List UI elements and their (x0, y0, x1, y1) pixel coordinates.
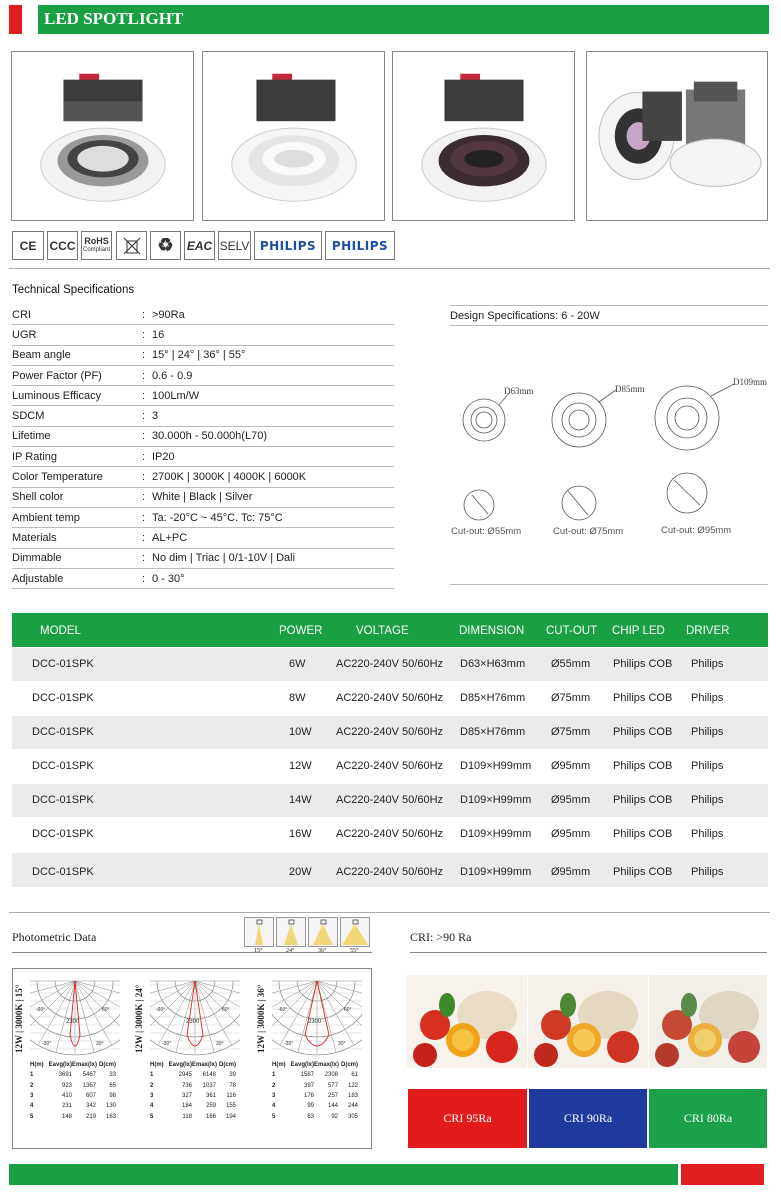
table-cell: 3 (30, 1093, 34, 1100)
spec-colon: : (142, 410, 146, 423)
table-cell: 607 (85, 1093, 96, 1100)
table-cell: 327 (181, 1093, 192, 1100)
table-cell: 163 (105, 1113, 116, 1120)
footer-bar (9, 1164, 678, 1185)
table-cell: AC220-240V 50/60Hz (336, 658, 444, 670)
divider (9, 912, 770, 913)
diagram-label: 12W | 3000K | 36° (256, 984, 266, 1053)
spec-key: IP Rating (12, 450, 58, 463)
table-cell: AC220-240V 50/60Hz (336, 760, 444, 772)
table-cell: 2 (30, 1082, 34, 1089)
divider (410, 952, 767, 953)
svg-text:-60°: -60° (278, 1007, 288, 1013)
spec-row (12, 407, 394, 427)
table-cell: 5467 (82, 1072, 96, 1079)
table-cell: 361 (205, 1093, 216, 1100)
table-cell: Philips (691, 658, 724, 670)
model-table-header (12, 613, 768, 647)
cri-90-box: CRI 90Ra (529, 1089, 647, 1148)
spec-key: Color Temperature (12, 471, 103, 484)
table-cell: Ø95mm (551, 794, 591, 806)
table-row (150, 1091, 236, 1101)
spec-value: >90Ra (152, 308, 185, 321)
cri-80-box: CRI 80Ra (649, 1089, 767, 1148)
col-model: MODEL (40, 625, 81, 637)
spec-colon: : (142, 328, 146, 341)
table-cell: 5 (272, 1113, 276, 1120)
dim-label: D109mm (733, 377, 768, 387)
table-row (30, 1091, 116, 1101)
table-header-cell: Eavg(lx) (168, 1062, 192, 1069)
table-header-cell: H(m) (150, 1062, 164, 1069)
table-header-cell: Emax(lx) (314, 1062, 340, 1069)
table-cell: 39 (229, 1072, 236, 1079)
table-cell: 14W (289, 794, 312, 806)
spec-colon: : (142, 491, 146, 504)
spec-row (12, 528, 394, 548)
table-cell: 4 (272, 1103, 276, 1110)
table-cell: 118 (182, 1113, 192, 1120)
philips-logo: PHILIPS (254, 231, 322, 260)
table-cell: 6148 (202, 1072, 216, 1079)
col-driver: DRIVER (686, 625, 730, 637)
table-cell: 1 (150, 1072, 154, 1079)
svg-text:-30°: -30° (42, 1041, 52, 1047)
table-cell: 244 (347, 1103, 358, 1110)
spec-key: SDCM (12, 410, 45, 423)
selv-icon: SELV (218, 231, 251, 260)
table-cell: D109×H99mm (460, 794, 532, 806)
spec-colon: : (142, 471, 146, 484)
table-cell: Philips COB (613, 794, 673, 806)
spec-value: 100Lm/W (152, 389, 200, 402)
table-cell: 12W (289, 760, 312, 772)
table-cell: 3 (272, 1093, 276, 1100)
dim-label: D63mm (504, 386, 534, 396)
fruit-photo (649, 975, 767, 1068)
table-row (12, 682, 768, 715)
svg-text:2300: 2300 (308, 1019, 322, 1025)
svg-text:-30°: -30° (284, 1041, 294, 1047)
table-row (150, 1081, 236, 1091)
photometric-title: Photometric Data (12, 930, 97, 944)
svg-text:30°: 30° (216, 1041, 224, 1047)
table-cell: Philips COB (613, 692, 673, 704)
table-header (272, 1060, 358, 1070)
svg-text:30°: 30° (338, 1041, 346, 1047)
table-cell: AC220-240V 50/60Hz (336, 828, 444, 840)
table-cell: 130 (105, 1103, 116, 1110)
table-cell: 231 (61, 1103, 72, 1110)
table-cell: 4 (150, 1103, 154, 1110)
beam-angle-icon (308, 917, 338, 947)
diagram-label: 12W | 3000K | 24° (134, 984, 144, 1053)
table-row (12, 648, 768, 681)
table-row (150, 1070, 236, 1080)
table-cell: Philips COB (613, 828, 673, 840)
table-header-cell: Emax(lx) (72, 1062, 98, 1069)
table-cell: Philips (691, 726, 724, 738)
table-header-cell: Eavg(lx) (290, 1062, 314, 1069)
svg-text:-30°: -30° (162, 1041, 172, 1047)
table-cell: 410 (61, 1093, 72, 1100)
table-cell: 4 (30, 1103, 34, 1110)
product-photo-white (202, 51, 385, 221)
cutout-label: Cut-out: Ø55mm (451, 526, 522, 537)
photometric-table (150, 1060, 236, 1122)
polar-diagram (30, 975, 120, 1057)
spec-row (12, 488, 394, 508)
table-cell: 63 (307, 1113, 314, 1120)
table-cell: 5 (150, 1113, 154, 1120)
table-cell: Philips COB (613, 726, 673, 738)
table-cell: 219 (85, 1113, 96, 1120)
table-row (30, 1101, 116, 1111)
spec-colon: : (142, 450, 146, 463)
table-cell: 2 (272, 1082, 276, 1089)
divider (9, 268, 770, 269)
table-cell: Philips (691, 794, 724, 806)
dim-label: D85mm (615, 384, 645, 394)
polar-diagram (150, 975, 240, 1057)
table-cell: 99 (307, 1103, 314, 1110)
spec-key: Lifetime (12, 430, 51, 443)
philips-logo: PHILIPS (325, 231, 395, 260)
spec-row (12, 366, 394, 386)
table-cell: 98 (109, 1093, 116, 1100)
ccc-icon: CCC (47, 231, 78, 260)
table-cell: D109×H99mm (460, 760, 532, 772)
table-cell: 1 (272, 1072, 276, 1079)
spec-value: IP20 (152, 450, 175, 463)
table-cell: 2308 (324, 1072, 338, 1079)
table-cell: 397 (303, 1082, 314, 1089)
page-title: LED SPOTLIGHT (44, 9, 184, 28)
table-header-cell: D(cm) (218, 1062, 236, 1069)
spec-row (12, 325, 394, 345)
svg-text:60°: 60° (344, 1007, 352, 1013)
table-cell: Philips COB (613, 760, 673, 772)
table-cell: 1587 (300, 1072, 314, 1079)
spec-row (12, 447, 394, 467)
table-cell: DCC-01SPK (32, 726, 94, 738)
spec-row (12, 346, 394, 366)
table-cell: 1367 (82, 1082, 96, 1089)
rohs-icon: RoHS Compliant (81, 231, 112, 260)
diagram-label: 12W | 3000K | 15° (14, 984, 24, 1053)
design-specs-title: Design Specifications: 6 - 20W (450, 305, 768, 326)
table-cell: DCC-01SPK (32, 866, 94, 878)
table-row (12, 784, 768, 817)
table-cell: DCC-01SPK (32, 760, 94, 772)
spec-row (12, 427, 394, 447)
spec-colon: : (142, 511, 146, 524)
table-cell: Philips COB (613, 866, 673, 878)
cri-title: CRI: >90 Ra (410, 930, 472, 944)
table-cell: Ø75mm (551, 726, 591, 738)
table-cell: 305 (347, 1113, 358, 1120)
table-cell: 8W (289, 692, 306, 704)
spec-value: 3 (152, 410, 159, 423)
beam-angle-icon (340, 917, 370, 947)
footer-red-block (681, 1164, 764, 1185)
table-cell: 166 (205, 1113, 216, 1120)
table-header-cell: H(m) (272, 1062, 286, 1069)
table-cell: 342 (85, 1103, 96, 1110)
table-cell: 6W (289, 658, 306, 670)
table-cell: AC220-240V 50/60Hz (336, 692, 444, 704)
tech-specs-title: Technical Specifications (12, 284, 135, 296)
table-row (30, 1111, 116, 1121)
svg-text:2300: 2300 (66, 1019, 80, 1025)
product-photo-black (392, 51, 575, 221)
spec-value: Ta: -20°C ~ 45°C. Tc: 75°C (152, 511, 283, 524)
table-cell: Philips (691, 692, 724, 704)
beam-angle-label: 24° (286, 948, 295, 954)
spec-value: 15° | 24° | 36° | 55° (152, 349, 246, 362)
table-cell: Ø95mm (551, 760, 591, 772)
table-row (30, 1070, 116, 1080)
table-cell: 176 (303, 1093, 314, 1100)
table-cell: Ø95mm (551, 866, 591, 878)
table-row (12, 818, 768, 851)
table-cell: DCC-01SPK (32, 692, 94, 704)
spec-key: Dimmable (12, 552, 62, 565)
table-cell: 61 (351, 1072, 358, 1079)
fruit-photo (528, 975, 648, 1068)
beam-angle-icon (276, 917, 306, 947)
spec-value: AL+PC (152, 531, 188, 544)
spec-colon: : (142, 308, 146, 321)
spec-colon: : (142, 369, 146, 382)
table-header-cell: Eavg(lx) (48, 1062, 72, 1069)
table-row (272, 1101, 358, 1111)
table-cell: DCC-01SPK (32, 794, 94, 806)
table-cell: 1 (30, 1072, 34, 1079)
col-chip: CHIP LED (612, 625, 665, 637)
spec-key: Shell color (12, 491, 64, 504)
table-cell: D85×H76mm (460, 726, 526, 738)
product-photo-chrome (11, 51, 194, 221)
spec-key: Adjustable (12, 572, 64, 585)
table-cell: 183 (347, 1093, 358, 1100)
table-cell: 144 (327, 1103, 338, 1110)
spec-key: Luminous Efficacy (12, 389, 102, 402)
table-cell: D109×H99mm (460, 828, 532, 840)
table-cell: AC220-240V 50/60Hz (336, 794, 444, 806)
table-cell: Philips (691, 760, 724, 772)
table-row (272, 1070, 358, 1080)
table-cell: Ø75mm (551, 692, 591, 704)
eac-icon: EAC (184, 231, 215, 260)
spec-row (12, 305, 394, 325)
header-red-block (9, 5, 22, 34)
table-cell: 923 (61, 1082, 72, 1089)
table-cell: D63×H63mm (460, 658, 526, 670)
table-cell: 33 (109, 1072, 116, 1079)
svg-text:-60°: -60° (156, 1007, 166, 1013)
spec-colon: : (142, 389, 146, 402)
table-cell: DCC-01SPK (32, 658, 94, 670)
spec-row (12, 386, 394, 406)
spec-row (12, 549, 394, 569)
ce-icon: CE (12, 231, 44, 260)
svg-text:30°: 30° (96, 1041, 104, 1047)
recycle-icon: ♻ (150, 231, 181, 260)
table-row (272, 1081, 358, 1091)
spec-colon: : (142, 430, 146, 443)
divider (450, 584, 768, 585)
weee-bin-icon (116, 231, 147, 260)
svg-text:2300: 2300 (186, 1019, 200, 1025)
spec-row (12, 569, 394, 589)
design-drawings (450, 360, 770, 550)
table-cell: Philips (691, 828, 724, 840)
table-header-cell: H(m) (30, 1062, 44, 1069)
table-cell: Philips COB (613, 658, 673, 670)
table-cell: 194 (225, 1113, 236, 1120)
table-cell: 65 (109, 1082, 116, 1089)
table-cell: 78 (229, 1082, 236, 1089)
spec-key: Materials (12, 531, 57, 544)
table-cell: 577 (327, 1082, 338, 1089)
table-cell: 184 (181, 1103, 192, 1110)
table-cell: DCC-01SPK (32, 828, 94, 840)
table-row (12, 716, 768, 749)
spec-colon: : (142, 531, 146, 544)
spec-key: Ambient temp (12, 511, 80, 524)
table-row (12, 853, 768, 887)
spec-key: Power Factor (PF) (12, 369, 102, 382)
cutout-label: Cut-out: Ø75mm (553, 526, 624, 537)
table-cell: Ø95mm (551, 828, 591, 840)
spec-value: 0 - 30° (152, 572, 185, 585)
cutout-label: Cut-out: Ø95mm (661, 525, 732, 536)
table-cell: 148 (61, 1113, 72, 1120)
photometric-table (30, 1060, 116, 1122)
table-cell: 257 (327, 1093, 338, 1100)
beam-angle-icon (244, 917, 274, 947)
table-header (150, 1060, 236, 1070)
table-cell: 3691 (58, 1072, 72, 1079)
fruit-photo (407, 975, 527, 1068)
svg-text:60°: 60° (102, 1007, 110, 1013)
table-header-cell: D(cm) (340, 1062, 358, 1069)
spec-row (12, 508, 394, 528)
table-cell: Ø55mm (551, 658, 591, 670)
spec-colon: : (142, 572, 146, 585)
table-row (272, 1091, 358, 1101)
spec-key: CRI (12, 308, 31, 321)
table-row (30, 1081, 116, 1091)
spec-value: 30.000h - 50.000h(L70) (152, 430, 267, 443)
table-header-cell: D(cm) (98, 1062, 116, 1069)
col-dimension: DIMENSION (459, 625, 525, 637)
table-cell: 5 (30, 1113, 34, 1120)
spec-row (12, 467, 394, 487)
table-cell: 10W (289, 726, 312, 738)
table-cell: 3 (150, 1093, 154, 1100)
spec-key: UGR (12, 328, 37, 341)
spec-colon: : (142, 552, 146, 565)
beam-angle-label: 36° (318, 948, 327, 954)
table-header (30, 1060, 116, 1070)
table-cell: 122 (347, 1082, 358, 1089)
photometric-table (272, 1060, 358, 1122)
spec-value: 2700K | 3000K | 4000K | 6000K (152, 471, 307, 484)
table-cell: AC220-240V 50/60Hz (336, 726, 444, 738)
table-cell: 2 (150, 1082, 154, 1089)
table-header-cell: Emax(lx) (192, 1062, 218, 1069)
spec-value: 0.6 - 0.9 (152, 369, 193, 382)
table-cell: Philips (691, 866, 724, 878)
col-power: POWER (279, 625, 323, 637)
spec-colon: : (142, 349, 146, 362)
table-row (150, 1111, 236, 1121)
svg-text:-60°: -60° (36, 1007, 46, 1013)
col-cutout: CUT-OUT (546, 625, 598, 637)
table-cell: AC220-240V 50/60Hz (336, 866, 444, 878)
table-row (12, 750, 768, 783)
table-cell: 92 (331, 1113, 338, 1120)
table-cell: 259 (205, 1103, 216, 1110)
table-cell: 1037 (202, 1082, 216, 1089)
table-row (272, 1111, 358, 1121)
table-cell: D109×H99mm (460, 866, 532, 878)
table-cell: 16W (289, 828, 312, 840)
polar-diagram (272, 975, 362, 1057)
cri-95-box: CRI 95Ra (408, 1089, 527, 1148)
table-cell: 2945 (178, 1072, 192, 1079)
table-cell: 736 (181, 1082, 192, 1089)
svg-text:60°: 60° (222, 1007, 230, 1013)
beam-angle-label: 55° (350, 948, 359, 954)
table-cell: 116 (226, 1093, 236, 1100)
spec-value: 16 (152, 328, 165, 341)
spec-value: No dim | Triac | 0/1-10V | Dali (152, 552, 296, 565)
table-cell: D85×H76mm (460, 692, 526, 704)
col-voltage: VOLTAGE (356, 625, 409, 637)
beam-angle-label: 15° (254, 948, 263, 954)
spec-value: White | Black | Silver (152, 491, 253, 504)
table-row (150, 1101, 236, 1111)
table-cell: 155 (225, 1103, 236, 1110)
table-cell: 20W (289, 866, 312, 878)
spec-key: Beam angle (12, 349, 71, 362)
product-photo-pair (586, 51, 768, 221)
